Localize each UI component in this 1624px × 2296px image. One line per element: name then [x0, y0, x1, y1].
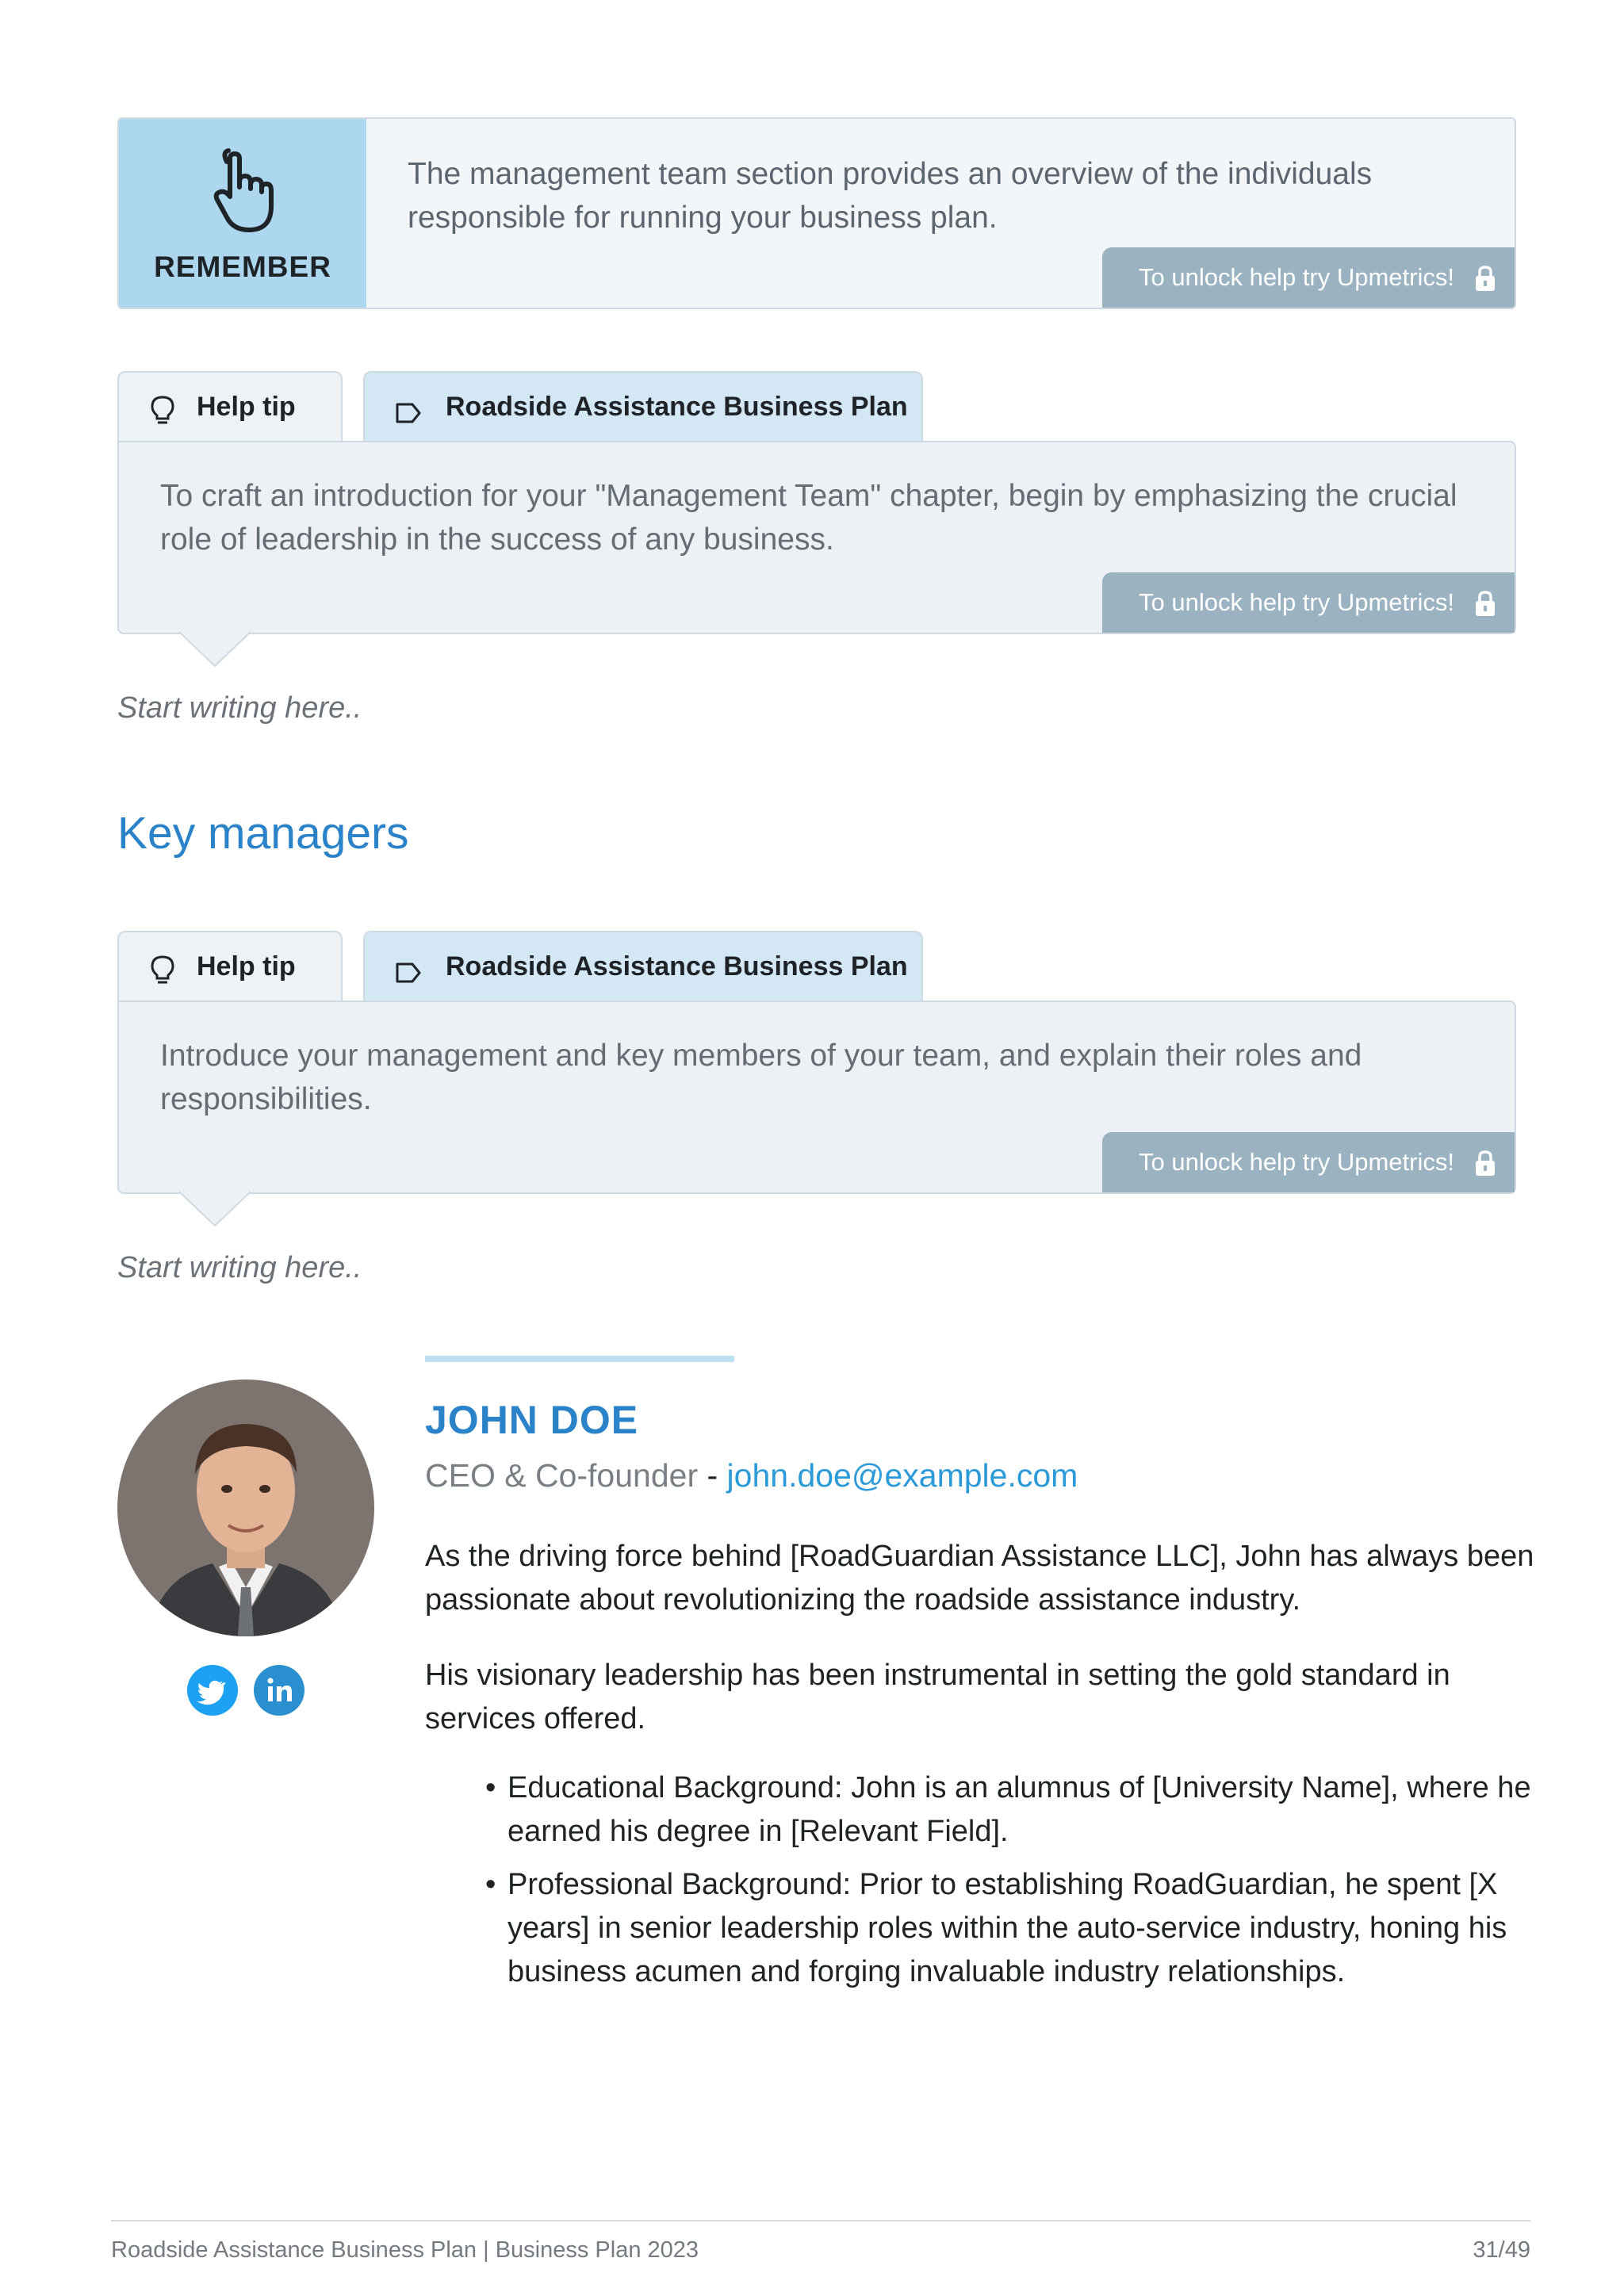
- lock-icon: [1473, 590, 1497, 617]
- unlock-help-button[interactable]: [1102, 247, 1515, 308]
- avatar: [117, 1380, 374, 1636]
- tab-business-plan[interactable]: [363, 371, 923, 442]
- tab-help-label: Help tip: [197, 951, 296, 982]
- profile-paragraph: As the driving force behind [RoadGuardian Assistance LLC], John has always been passionate about revolutionizing the roadside assistance industry.: [425, 1540, 1534, 1617]
- profile-paragraph: His visionary leadership has been instrumental in setting the gold standard in services offered.: [425, 1659, 1450, 1735]
- tag-icon: [395, 958, 422, 988]
- list-item: • Educational Background: John is an alumnus of [University Name], where he earned his degree in [Relevant Field].: [485, 1766, 1532, 1854]
- profile-role-line: [425, 1457, 1078, 1494]
- tab-help-tip[interactable]: [117, 371, 343, 442]
- tab-help-label: Help tip: [197, 392, 296, 422]
- unlock-help-button[interactable]: [1102, 572, 1515, 633]
- help-tip-box: [117, 1001, 1516, 1194]
- callout-pointer: [179, 1191, 251, 1227]
- help-tip-text: Introduce your management and key members of your team, and explain their roles and responsibilities.: [160, 1039, 1362, 1116]
- start-writing-placeholder[interactable]: Start writing here..: [117, 1251, 362, 1284]
- unlock-label: To unlock help try Upmetrics!: [1139, 263, 1454, 291]
- help-tip-text: To craft an introduction for your "Management Team" chapter, begin by emphasizing the crucial role of leadership in the success of any business.: [160, 479, 1457, 557]
- profile-role: CEO & Co-founder: [425, 1457, 699, 1494]
- unlock-label: To unlock help try Upmetrics!: [1139, 588, 1454, 616]
- unlock-label: To unlock help try Upmetrics!: [1139, 1148, 1454, 1176]
- unlock-help-button[interactable]: [1102, 1132, 1515, 1192]
- list-item: • Professional Background: Prior to establishing RoadGuardian, he spent [X years] in senior leadership roles within the auto-service industry, honing his business acumen and forging invaluable industry relationships.: [485, 1863, 1532, 1994]
- profile-bullet-list: [485, 1766, 1532, 2003]
- remember-sidebar: [119, 119, 366, 308]
- pointing-hand-icon: [205, 147, 281, 236]
- footer-page-number: 31/49: [1473, 2237, 1530, 2263]
- twitter-icon[interactable]: [187, 1665, 238, 1716]
- remember-text: The management team section provides an overview of the individuals responsible for running your business plan.: [408, 157, 1373, 235]
- section-title: Key managers: [117, 808, 409, 859]
- role-separator: -: [698, 1457, 727, 1494]
- profile-email-link[interactable]: john.doe@example.com: [726, 1457, 1078, 1494]
- callout-pointer: [179, 631, 251, 668]
- footer-document-title: Roadside Assistance Business Plan | Business Plan 2023: [111, 2237, 699, 2263]
- tag-icon: [395, 398, 422, 428]
- tab-business-plan[interactable]: [363, 931, 923, 1002]
- profile-accent-bar: [425, 1356, 734, 1362]
- profile-name: JOHN DOE: [425, 1398, 639, 1442]
- remember-callout: [117, 117, 1516, 309]
- footer-divider: [111, 2220, 1530, 2221]
- linkedin-icon[interactable]: [254, 1665, 304, 1716]
- start-writing-placeholder[interactable]: Start writing here..: [117, 691, 362, 725]
- remember-label: REMEMBER: [154, 251, 331, 283]
- tab-plan-label: Roadside Assistance Business Plan: [446, 951, 908, 982]
- lock-icon: [1473, 1150, 1497, 1177]
- lightbulb-icon: [149, 395, 176, 425]
- tab-help-tip[interactable]: [117, 931, 343, 1002]
- tab-plan-label: Roadside Assistance Business Plan: [446, 392, 908, 422]
- lock-icon: [1473, 265, 1497, 292]
- lightbulb-icon: [149, 955, 176, 985]
- help-tip-box: [117, 441, 1516, 634]
